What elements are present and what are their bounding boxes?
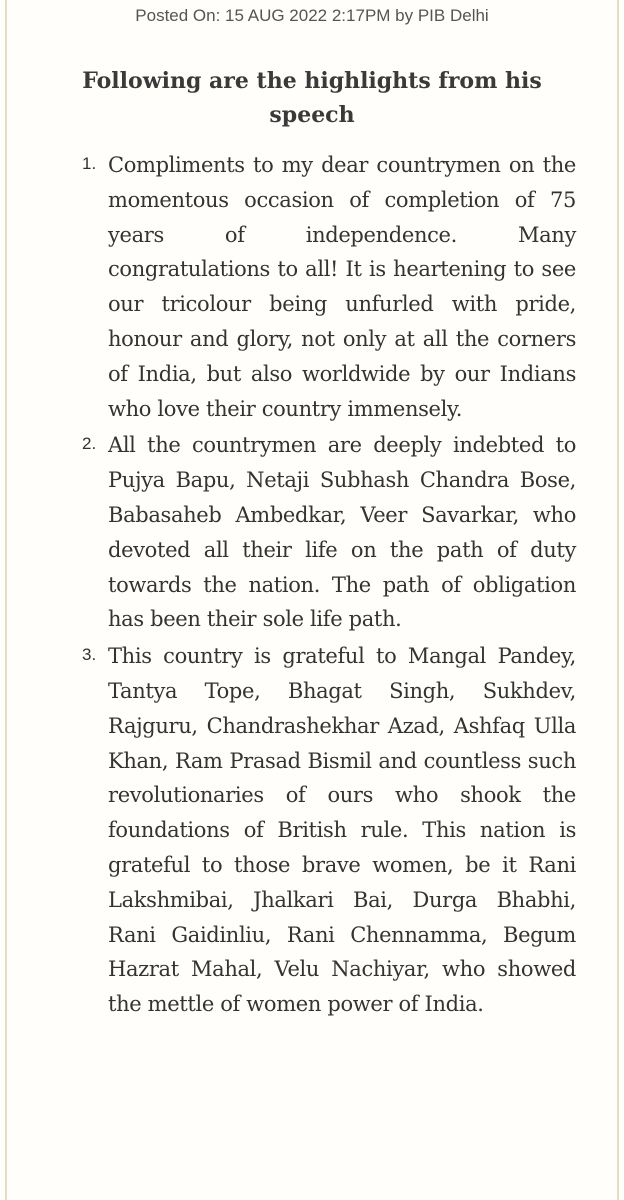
highlights-heading: Following are the highlights from his speech: [82, 68, 542, 128]
list-item-number: 2.: [82, 434, 97, 454]
list-item-number: 3.: [82, 645, 97, 665]
list-item: [0, 428, 624, 637]
list-item: [0, 148, 624, 426]
list-item-number: 1.: [82, 154, 97, 173]
list-item-text: All the countrymen are deeply indebted to Pujya Bapu, Netaji Subhash Chandra Bose, Babasaheb Ambedkar, Veer Savarkar, who devoted all their life on the path of duty towards the nation. The path of obligation has been their sole life path.: [108, 433, 576, 632]
list-item-text: This country is grateful to Mangal Pandey, Tantya Tope, Bhagat Singh, Sukhdev, Rajguru, Chandrashekhar Azad, Ashfaq Ulla Khan, Ram Prasad Bismil and countless such revolutionaries of ours who shook the foundations of British rule. This nation is grateful to those brave women, be it Rani Lakshmibai, Jhalkari Bai, Durga Bhabhi, Rani Gaidinliu, Rani Chennamma, Begum Hazrat Mahal, Velu Nachiyar, who showed the mettle of women power of India.: [108, 644, 576, 1017]
list-item: [0, 639, 624, 1022]
list-item-text: Compliments to my dear countrymen on the momentous occasion of completion of 75 years of independence. Many congratulations to all! It is heartening to see our tricolour being unfurled with pride, honour and glory, not only at all the corners of India, but also worldwide by our Indians who love their country immensely.: [108, 153, 576, 421]
posted-on-line: Posted On: 15 AUG 2022 2:17PM by PIB Delhi: [135, 6, 489, 25]
highlights-list: [0, 148, 624, 1024]
